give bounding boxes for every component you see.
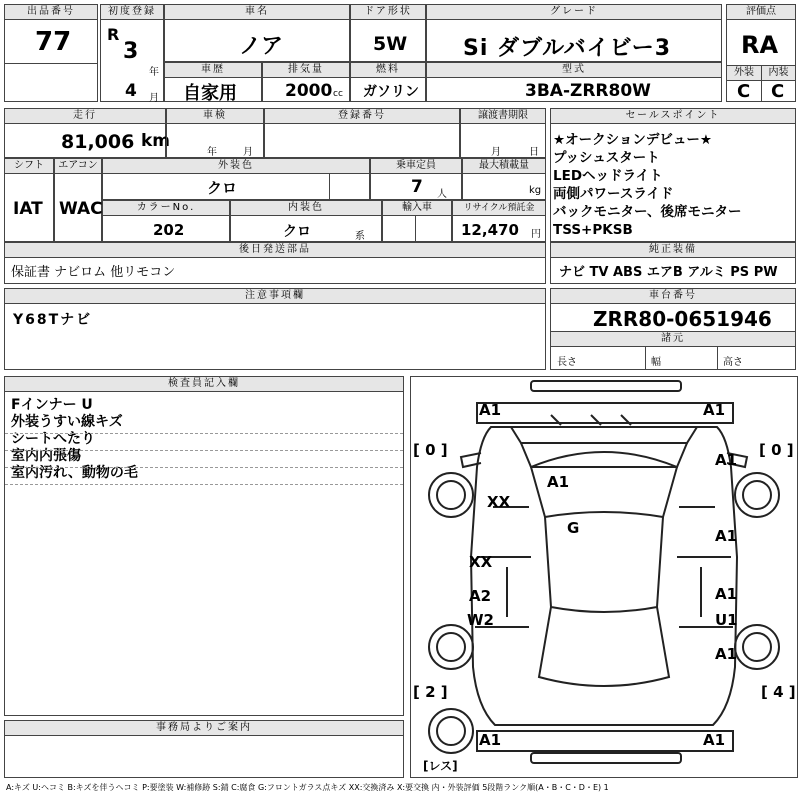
width-label: 幅 (651, 357, 661, 368)
history: 自家用 (183, 83, 237, 104)
sales-point: バックモニター、後席モニター (553, 204, 742, 220)
displacement: 2000 (285, 81, 333, 101)
capacity-box (370, 158, 462, 200)
interior-color-box (230, 200, 382, 242)
chassis-box (550, 288, 796, 370)
year-unit: 年 (149, 67, 159, 78)
mileage: 81,006 (61, 131, 135, 153)
load-box (462, 158, 546, 200)
chassis-number: ZRR80-0651946 (593, 307, 772, 331)
displacement-label: 排気量 (263, 63, 349, 78)
legend: A:キズ U:ヘコミ B:キズを伴うヘコミ P:要塗装 W:補修跡 S:錆 C:腐食 G:フロントガラス点キズ XX:交換済み X:要交換 内・外装評価 5段階ランク順(A・B・C・D・E) 1 (6, 783, 609, 792)
color-label: 外装色 (103, 159, 369, 174)
lot-number-box (4, 4, 98, 102)
recycle-box (452, 200, 546, 242)
interior-label: 内装 (761, 66, 795, 81)
lot-number: 77 (35, 27, 72, 57)
genuine-equipment-label: 純正装備 (551, 243, 795, 258)
interior-color-unit: 系 (355, 231, 365, 242)
inspector-notes (11, 397, 138, 482)
grade: Si ダブルバイビー3 (463, 36, 672, 61)
shift-label: シフト (5, 159, 53, 174)
interior-color-label: 内装色 (231, 201, 381, 216)
car-outline (411, 377, 797, 777)
door-label: ドア形状 (351, 5, 425, 20)
fuel-box (350, 62, 426, 102)
damage-mark: XX (469, 553, 493, 571)
transfer-month-unit: 月 (491, 147, 501, 158)
chassis-label: 車台番号 (551, 289, 795, 304)
damage-mark: G (567, 519, 580, 537)
damage-mark: A1 (715, 585, 738, 603)
first-reg-label: 初度登録 (101, 5, 163, 20)
reg-no-box (264, 108, 460, 158)
import-box (382, 200, 452, 242)
inspector-line: 室内内張傷 (11, 448, 81, 464)
score-box (726, 4, 796, 102)
exterior-label: 外装 (727, 66, 761, 81)
later-parts-label: 後日発送部品 (5, 243, 545, 258)
length-label: 長さ (557, 357, 577, 368)
office-label: 事務局よりご案内 (5, 721, 403, 736)
bracket-front-left: [ 0 ] (413, 441, 448, 459)
height-label: 高さ (723, 357, 743, 368)
era: R (107, 25, 120, 44)
damage-mark: XX (487, 493, 511, 511)
load-label: 最大積載量 (463, 159, 545, 174)
dims-label: 諸元 (551, 331, 795, 347)
mileage-unit: km (141, 131, 171, 151)
load-unit: kg (529, 185, 542, 196)
capacity-unit: 人 (437, 189, 447, 200)
damage-mark: A1 (715, 527, 738, 545)
lot-number-label: 出品番号 (5, 5, 97, 20)
damage-mark: A1 (547, 473, 570, 491)
capacity: 7 (411, 177, 423, 197)
sales-points-list (553, 131, 741, 239)
shift-box (4, 158, 54, 242)
door-type: 5W (373, 33, 408, 55)
history-label: 車歴 (165, 63, 261, 78)
fuel: ガソリン (363, 84, 419, 100)
inspector-line: 室内汚れ、動物の毛 (11, 465, 138, 481)
fuel-label: 燃料 (351, 63, 425, 78)
inspector-box (4, 376, 404, 716)
interior-grade: C (771, 81, 785, 102)
color-number: 202 (153, 221, 185, 239)
shift: IAT (13, 199, 43, 219)
recycle-unit: 円 (531, 229, 541, 240)
exterior-grade: C (737, 81, 751, 102)
later-parts-box (4, 242, 546, 284)
bracket-rear-right: [ 4 ] (761, 683, 796, 701)
insp-month-unit: 月 (243, 147, 253, 158)
car-name-label: 車名 (165, 5, 349, 20)
reg-year: 3 (123, 39, 139, 64)
genuine-equipment: ナビ TV ABS エアB アルミ PS PW (559, 265, 778, 280)
inspection-label: 車検 (167, 109, 263, 124)
sales-point: LEDヘッドライト (553, 168, 663, 184)
bracket-rear-left: [ 2 ] (413, 683, 448, 701)
score: RA (741, 31, 779, 59)
sales-point: TSS+PKSB (553, 222, 633, 238)
damage-mark: A1 (479, 731, 502, 749)
transfer-day-unit: 日 (529, 147, 539, 158)
grade-box (426, 4, 722, 62)
model-box (426, 62, 722, 102)
notes: Y68Tナビ (13, 312, 93, 328)
bracket-front-right: [ 0 ] (759, 441, 794, 459)
damage-mark: A1 (703, 731, 726, 749)
transfer-box (460, 108, 546, 158)
car-name-box (164, 4, 350, 62)
mileage-label: 走行 (5, 109, 165, 124)
transfer-label: 譲渡書期限 (461, 109, 545, 124)
office-box (4, 720, 404, 778)
inspector-line: Fインナー U (11, 397, 93, 413)
grade-label: グレード (427, 5, 721, 20)
color-box (102, 158, 370, 200)
sales-point: ★オークションデビュー★ (553, 132, 712, 148)
import-label: 輸入車 (383, 201, 451, 216)
damage-mark: A1 (715, 451, 738, 469)
damage-mark: U1 (715, 611, 738, 629)
inspector-line: シートへたり (11, 431, 95, 447)
damage-mark: A1 (703, 401, 726, 419)
notes-label: 注意事項欄 (5, 289, 545, 304)
interior-color: クロ (283, 224, 311, 240)
color-no-label: カラーNo. (103, 201, 229, 216)
displacement-box (262, 62, 350, 102)
insp-year-unit: 年 (207, 147, 217, 158)
reg-month: 4 (125, 81, 137, 101)
damage-diagram (410, 376, 798, 778)
sales-points-label: セールスポイント (551, 109, 795, 124)
model-label: 型式 (427, 63, 721, 78)
sales-points-box (550, 108, 796, 242)
inspector-line: 外装うすい線キズ (11, 414, 123, 430)
later-parts: 保証書 ナビロム 他リモコン (11, 265, 176, 280)
reg-no-label: 登録番号 (265, 109, 459, 124)
genuine-equipment-box (550, 242, 796, 284)
inspection-box (166, 108, 264, 158)
model-code: 3BA-ZRR80W (525, 81, 651, 101)
month-unit: 月 (149, 93, 159, 104)
history-box (164, 62, 262, 102)
exterior-color: クロ (207, 179, 238, 197)
recycle-label: リサイクル預託金 (453, 201, 545, 216)
sales-point: プッシュスタート (553, 150, 660, 166)
capacity-label: 乗車定員 (371, 159, 461, 174)
first-registration-box (100, 4, 164, 102)
displacement-unit: cc (333, 89, 343, 99)
recycle-fee: 12,470 (461, 221, 519, 239)
damage-mark: A2 (469, 587, 492, 605)
damage-mark: A1 (479, 401, 502, 419)
bracket-spare: [レス] (423, 759, 458, 773)
damage-mark: A1 (715, 645, 738, 663)
color-no-box (102, 200, 230, 242)
ac-box (54, 158, 102, 242)
mileage-box (4, 108, 171, 158)
car-name: ノア (239, 34, 284, 59)
notes-box (4, 288, 546, 370)
air-conditioner: WAC (59, 199, 103, 219)
ac-label: エアコン (55, 159, 101, 174)
inspector-label: 検査員記入欄 (5, 377, 403, 392)
sales-point: 両側パワースライド (553, 186, 674, 202)
door-box (350, 4, 426, 62)
damage-mark: W2 (467, 611, 494, 629)
score-label: 評価点 (727, 5, 795, 20)
